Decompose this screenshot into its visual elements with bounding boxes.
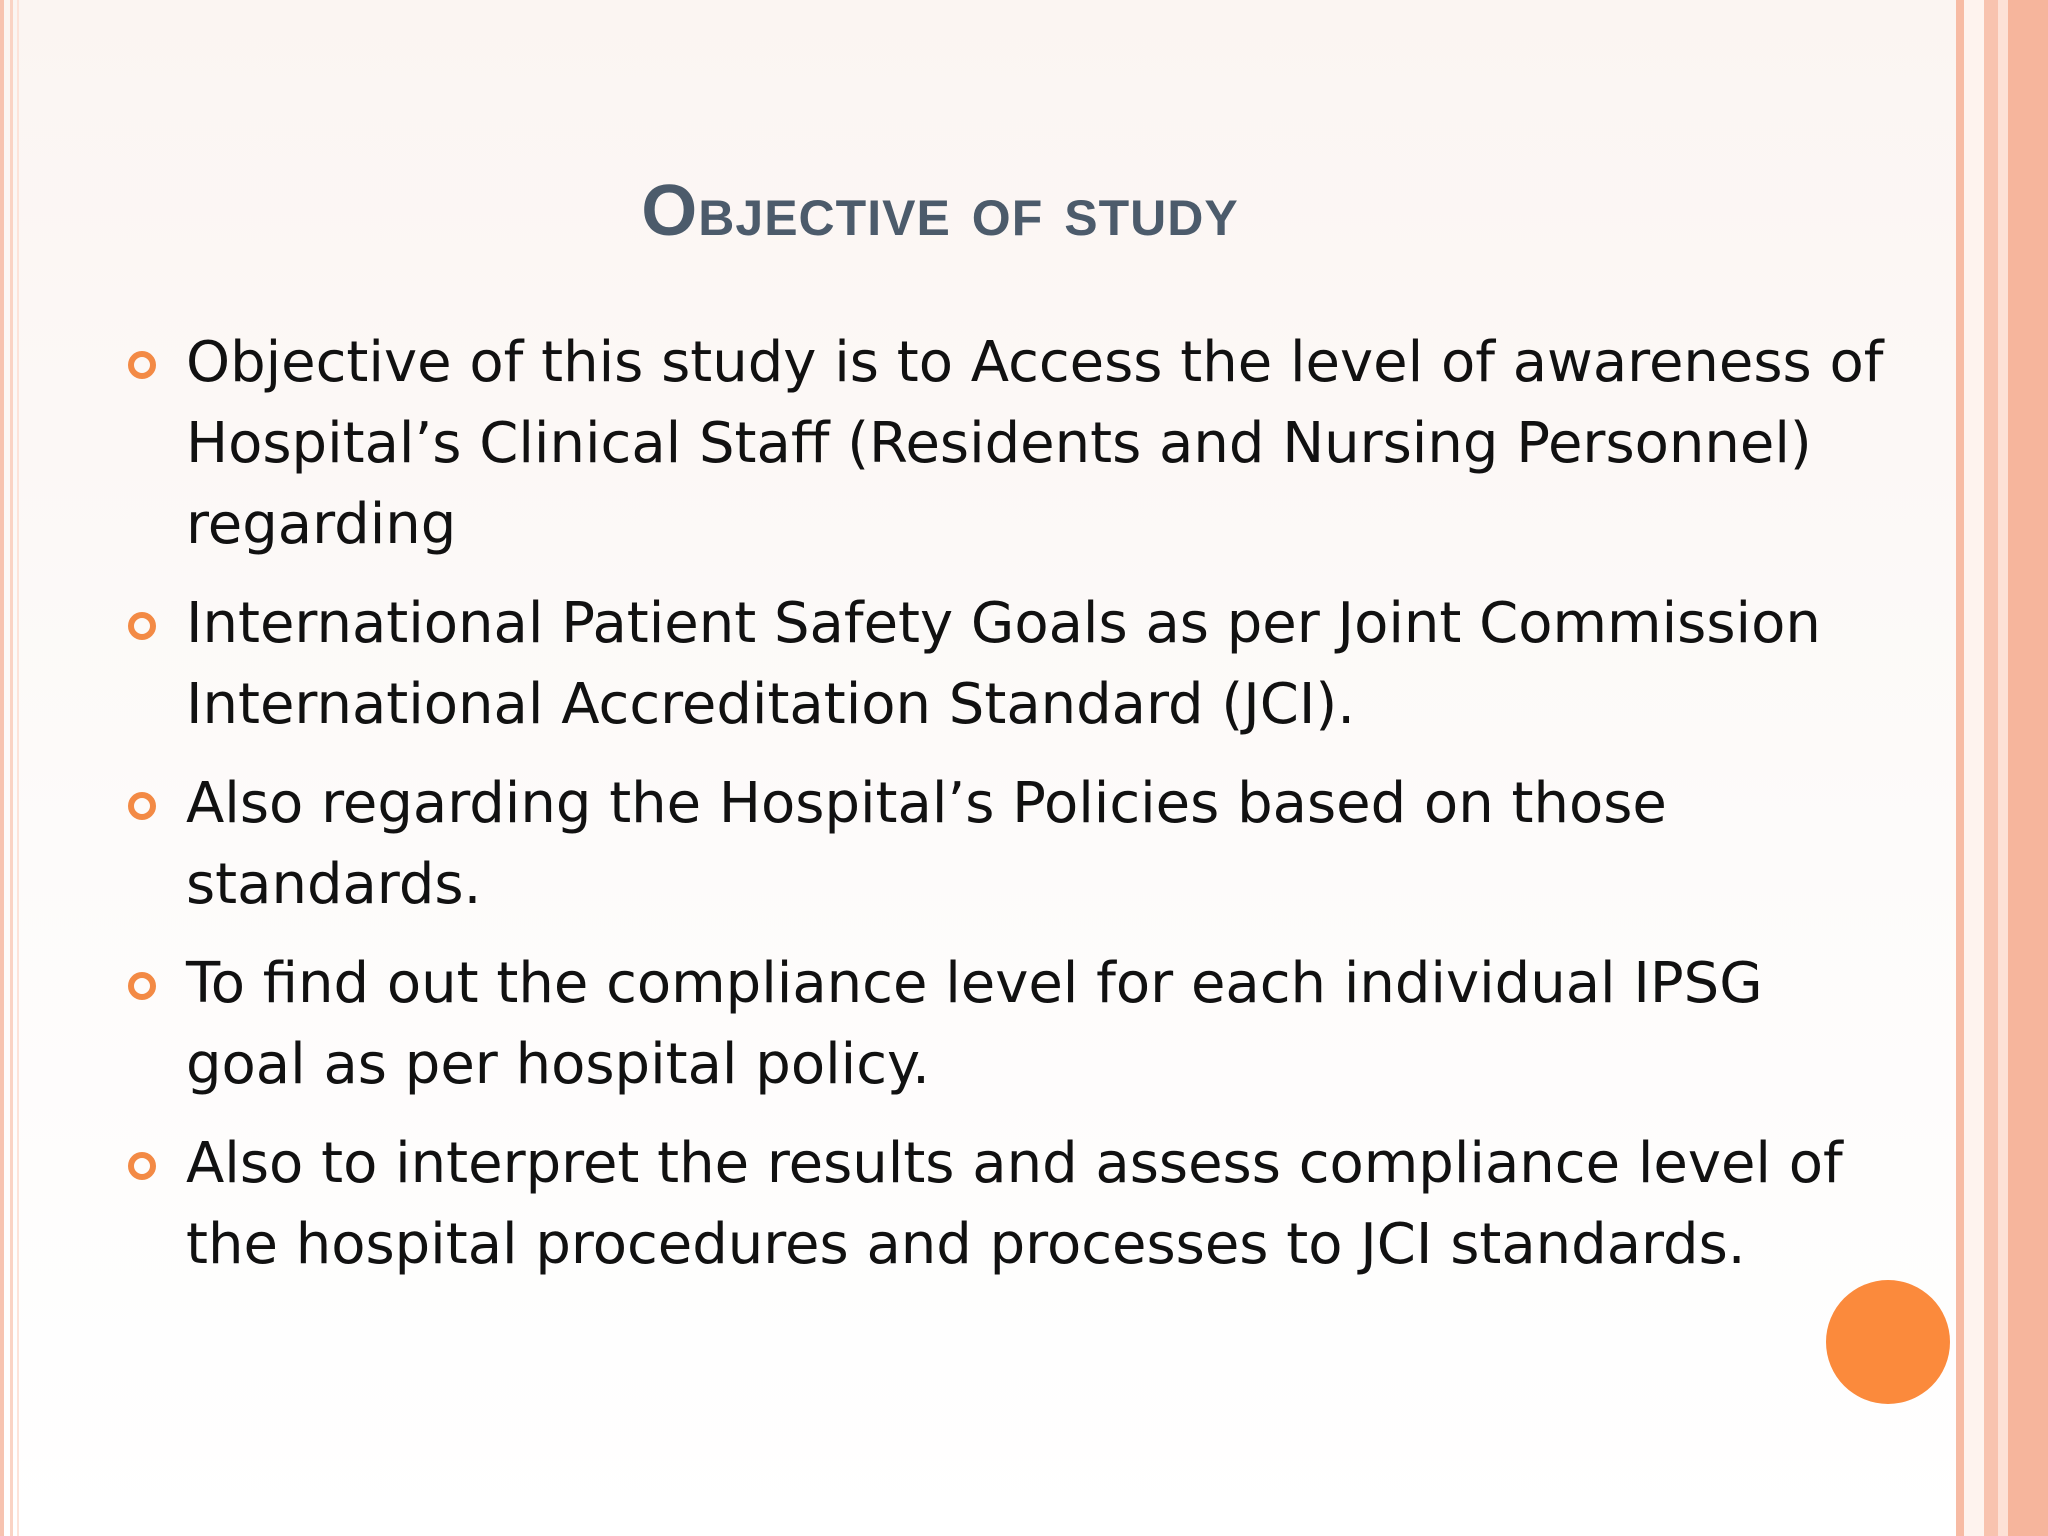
hollow-circle-bullet-icon — [128, 1152, 156, 1180]
bullet-item — [124, 583, 1884, 745]
hollow-circle-bullet-icon — [128, 351, 156, 379]
left-border-stripe — [10, 0, 13, 1536]
orange-circle-icon — [1826, 1280, 1950, 1404]
hollow-circle-bullet-icon — [128, 792, 156, 820]
right-border-stripe — [1998, 0, 2008, 1536]
left-border-stripe — [0, 0, 4, 1536]
slide-title: Objective of study — [641, 171, 1239, 251]
right-border-stripe — [1984, 0, 1998, 1536]
bullet-item — [124, 943, 1884, 1105]
right-border-stripe — [1964, 0, 1984, 1536]
left-border-stripe — [17, 0, 19, 1536]
hollow-circle-bullet-icon — [128, 972, 156, 1000]
hollow-circle-bullet-icon — [128, 612, 156, 640]
bullet-list — [124, 322, 1884, 1303]
right-border-stripe — [2008, 0, 2048, 1536]
bullet-text: To find out the compliance level for each individual IPSG goal as per hospital policy. — [186, 951, 1763, 1097]
right-border-stripe — [1956, 0, 1964, 1536]
bullet-text: Also regarding the Hospital’s Policies based on those standards. — [186, 771, 1667, 917]
bullet-item — [124, 763, 1884, 925]
bullet-text: Also to interpret the results and assess compliance level of the hospital procedures and processes to JCI standards. — [186, 1131, 1843, 1277]
bullet-item — [124, 1123, 1884, 1285]
bullet-item — [124, 322, 1884, 565]
bullet-text: Objective of this study is to Access the level of awareness of Hospital’s Clinical Staff (Residents and Nursing Personnel) regarding — [186, 330, 1884, 557]
bullet-text: International Patient Safety Goals as per Joint Commission International Accreditation Standard (JCI). — [186, 591, 1821, 737]
